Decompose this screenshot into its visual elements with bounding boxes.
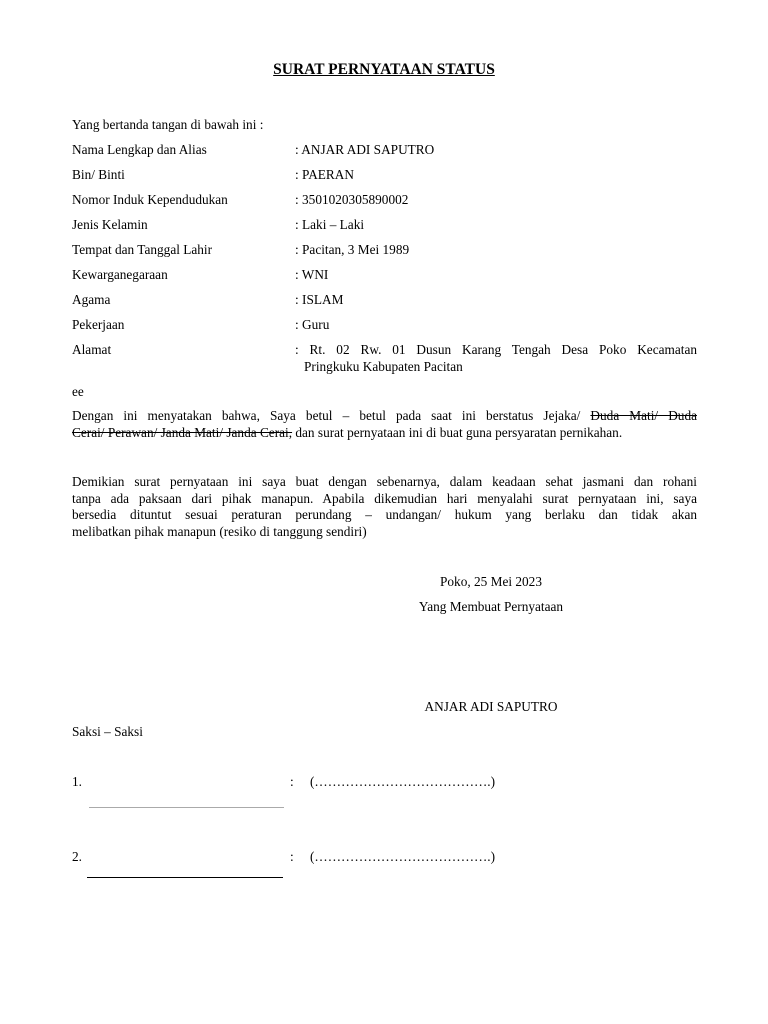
field-label-citizenship: Kewarganegaraan: [72, 267, 168, 282]
field-label-nik: Nomor Induk Kependudukan: [72, 192, 228, 207]
field-label-birth: Tempat dan Tanggal Lahir: [72, 242, 213, 257]
status-line-1: [72, 408, 697, 425]
field-value-name: : ANJAR ADI SAPUTRO: [295, 142, 435, 157]
status-options-struck: Duda Mati/ Duda: [590, 408, 697, 423]
witness-2-colon: :: [290, 849, 294, 864]
closing-paragraph: [72, 474, 697, 540]
field-value-citizenship: : WNI: [295, 267, 329, 282]
field-label-address: Alamat: [72, 342, 112, 357]
witness-1-number: 1.: [72, 774, 82, 789]
field-value-nik: : 3501020305890002: [295, 192, 409, 207]
witnesses-heading: Saksi – Saksi: [72, 724, 143, 739]
field-value-occupation: : Guru: [295, 317, 330, 332]
signature-role: Yang Membuat Pernyataan: [418, 599, 564, 614]
signature-place-date: Poko, 25 Mei 2023: [440, 574, 542, 589]
witness-2-signature-placeholder: (………………………………….): [310, 849, 496, 864]
field-label-religion: Agama: [72, 292, 111, 307]
address-line-1: : Rt. 02 Rw. 01 Dusun Karang Tengah Desa Poko Kecamatan: [295, 342, 697, 357]
closing-line-4: melibatkan pihak manapun (resiko di tanggung sendiri): [72, 523, 367, 539]
signature-name: ANJAR ADI SAPUTRO: [424, 699, 558, 714]
status-statement: [72, 408, 697, 441]
field-value-gender: : Laki – Laki: [295, 217, 365, 232]
field-label-name: Nama Lengkap dan Alias: [72, 142, 207, 157]
closing-line-3: bersedia dituntut sesuai peraturan perundang – undangan/ hukum yang berlaku dan tidak akan: [72, 507, 697, 522]
closing-line-1: Demikian surat pernyataan ini saya buat dengan sebenarnya, dalam keadaan sehat jasmani dan rohani: [72, 474, 697, 489]
witness-1-colon: :: [290, 774, 294, 789]
status-options-struck-2: Cerai/ Perawan/ Janda Mati/ Janda Cerai,: [72, 424, 293, 440]
status-text-plain: Dengan ini menyatakan bahwa, Saya betul – betul pada saat ini berstatus Jejaka/: [72, 408, 581, 423]
field-value-religion: : ISLAM: [295, 292, 344, 307]
field-label-parent: Bin/ Binti: [72, 167, 125, 182]
document-title: SURAT PERNYATAAN STATUS: [273, 61, 495, 78]
intro-text: Yang bertanda tangan di bawah ini :: [72, 117, 264, 132]
witness-1-signature-placeholder: (………………………………….): [310, 774, 496, 789]
field-value-address: [295, 342, 697, 375]
witness-1-name-line: [89, 807, 284, 808]
field-label-gender: Jenis Kelamin: [72, 217, 148, 232]
witness-2-number: 2.: [72, 849, 82, 864]
field-label-occupation: Pekerjaan: [72, 317, 125, 332]
field-value-parent: : PAERAN: [295, 167, 354, 182]
address-line-2: Pringkuku Kabupaten Pacitan: [304, 358, 463, 374]
stray-text: ee: [72, 384, 84, 399]
status-purpose-text: dan surat pernyataan ini di buat guna persyaratan pernikahan.: [292, 424, 623, 440]
closing-line-2: tanpa ada paksaan dari pihak manapun. Apabila dikemudian hari menyalahi surat pernyataan ini, saya: [72, 490, 697, 506]
status-line-2: [72, 425, 697, 442]
field-value-birth: : Pacitan, 3 Mei 1989: [295, 242, 410, 257]
witness-2-name-line: [87, 877, 283, 878]
